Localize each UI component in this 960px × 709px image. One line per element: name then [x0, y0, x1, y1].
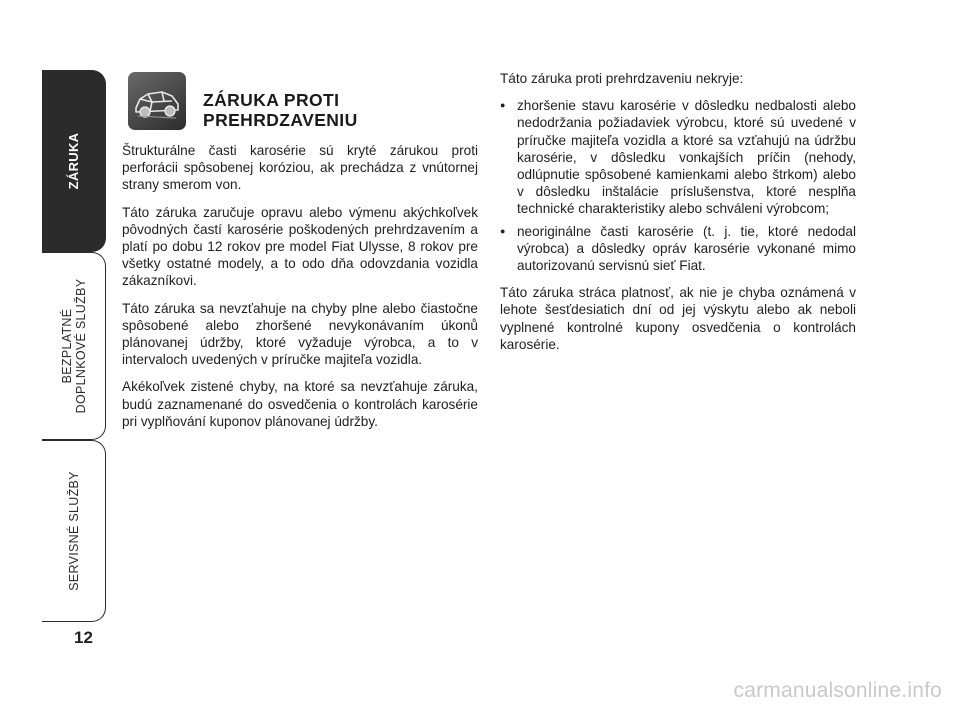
tab-servisne-sluzby-label: SERVISNÉ SLUŽBY	[66, 471, 81, 591]
tab-bezplatne-sluzby[interactable]	[42, 252, 106, 440]
exclusions-intro: Táto záruka proti prehrdzaveniu nekryje:	[500, 71, 744, 86]
section-title-line1: ZÁRUKA PROTI	[203, 90, 340, 110]
tab-zaruka-label: ZÁRUKA	[65, 132, 81, 190]
tab-bezplatne-sluzby-label	[60, 279, 88, 414]
right-column	[500, 70, 856, 363]
paragraph: Táto záruka zaručuje opravu alebo výmenu akýchkoľvek pôvodných častí karosérie poškodených prehrdzavením a platí po dobu 12 rokov pre model Fiat Ulysse, 8 rokov pre všetky ostatné modely, a to odo dňa odovzdania vozidla zákazníkovi.	[122, 204, 478, 289]
left-column	[122, 142, 478, 440]
car-body-icon	[128, 72, 186, 130]
tab-bezplatne-line1: BEZPLATNÉ	[59, 308, 74, 384]
closing-paragraph: Táto záruka stráca platnosť, ak nie je chyba oznámená v lehote šesťdesiatich dní od jej výskytu alebo ak neboli vyplnené kontrolné kupony osvedčenia o kontrolách karosérie.	[500, 285, 856, 352]
tab-servisne-sluzby[interactable]	[42, 440, 106, 622]
section-title	[203, 90, 358, 130]
section-title-line2: PREHRDZAVENIU	[203, 110, 358, 130]
paragraph: Štrukturálne časti karosérie sú kryté zárukou proti perforácii spôsobenej koróziou, ak prechádza z vnútornej strany smerom von.	[122, 143, 478, 193]
list-item: ● zhoršenie stavu karosérie v dôsledku nedbalosti alebo nedodržania požiadaviek výrobcu, ktoré sú uvedené v príručke majiteľa vozidla a ktoré sa vzťahujú na údržbu karosérie, v dôsledku vonkajších príčin (nehody, odlúpnutie spôsobené kamienkami alebo štrkom) alebo v dôsledku inštalácie príslušenstva, ktoré nesplňa technické charakteristiky alebo schváleni výrobcom;	[500, 97, 856, 217]
exclusions-list	[500, 97, 856, 274]
paragraph: Akékoľvek zistené chyby, na ktoré sa nevzťahuje záruka, budú zaznamenané do osvedčenia o kontrolách karosérie pri vyplňování kuponov plánovanej údržby.	[122, 379, 478, 429]
page-number: 12	[74, 628, 93, 647]
tab-zaruka[interactable]	[42, 70, 106, 252]
chapter-tabs	[42, 70, 106, 622]
watermark: carmanualsonline.info	[733, 679, 942, 702]
list-item: ● neoriginálne časti karosérie (t. j. tie, ktoré nedodal výrobca) a dôsledky opráv karosérie vykonané mimo autorizovanú servisnú sieť Fiat.	[500, 223, 856, 275]
tab-bezplatne-line2: DOPLNKOVÉ SLUŽBY	[73, 278, 88, 414]
paragraph: Táto záruka sa nevzťahuje na chyby plne alebo čiastočne spôsobené alebo zhoršené nevykonávaním úkonů plánovanej údržby, ktoré vyžaduje výrobca, a to v intervaloch uvedených v príručke majiteľa vozidla.	[122, 300, 478, 368]
